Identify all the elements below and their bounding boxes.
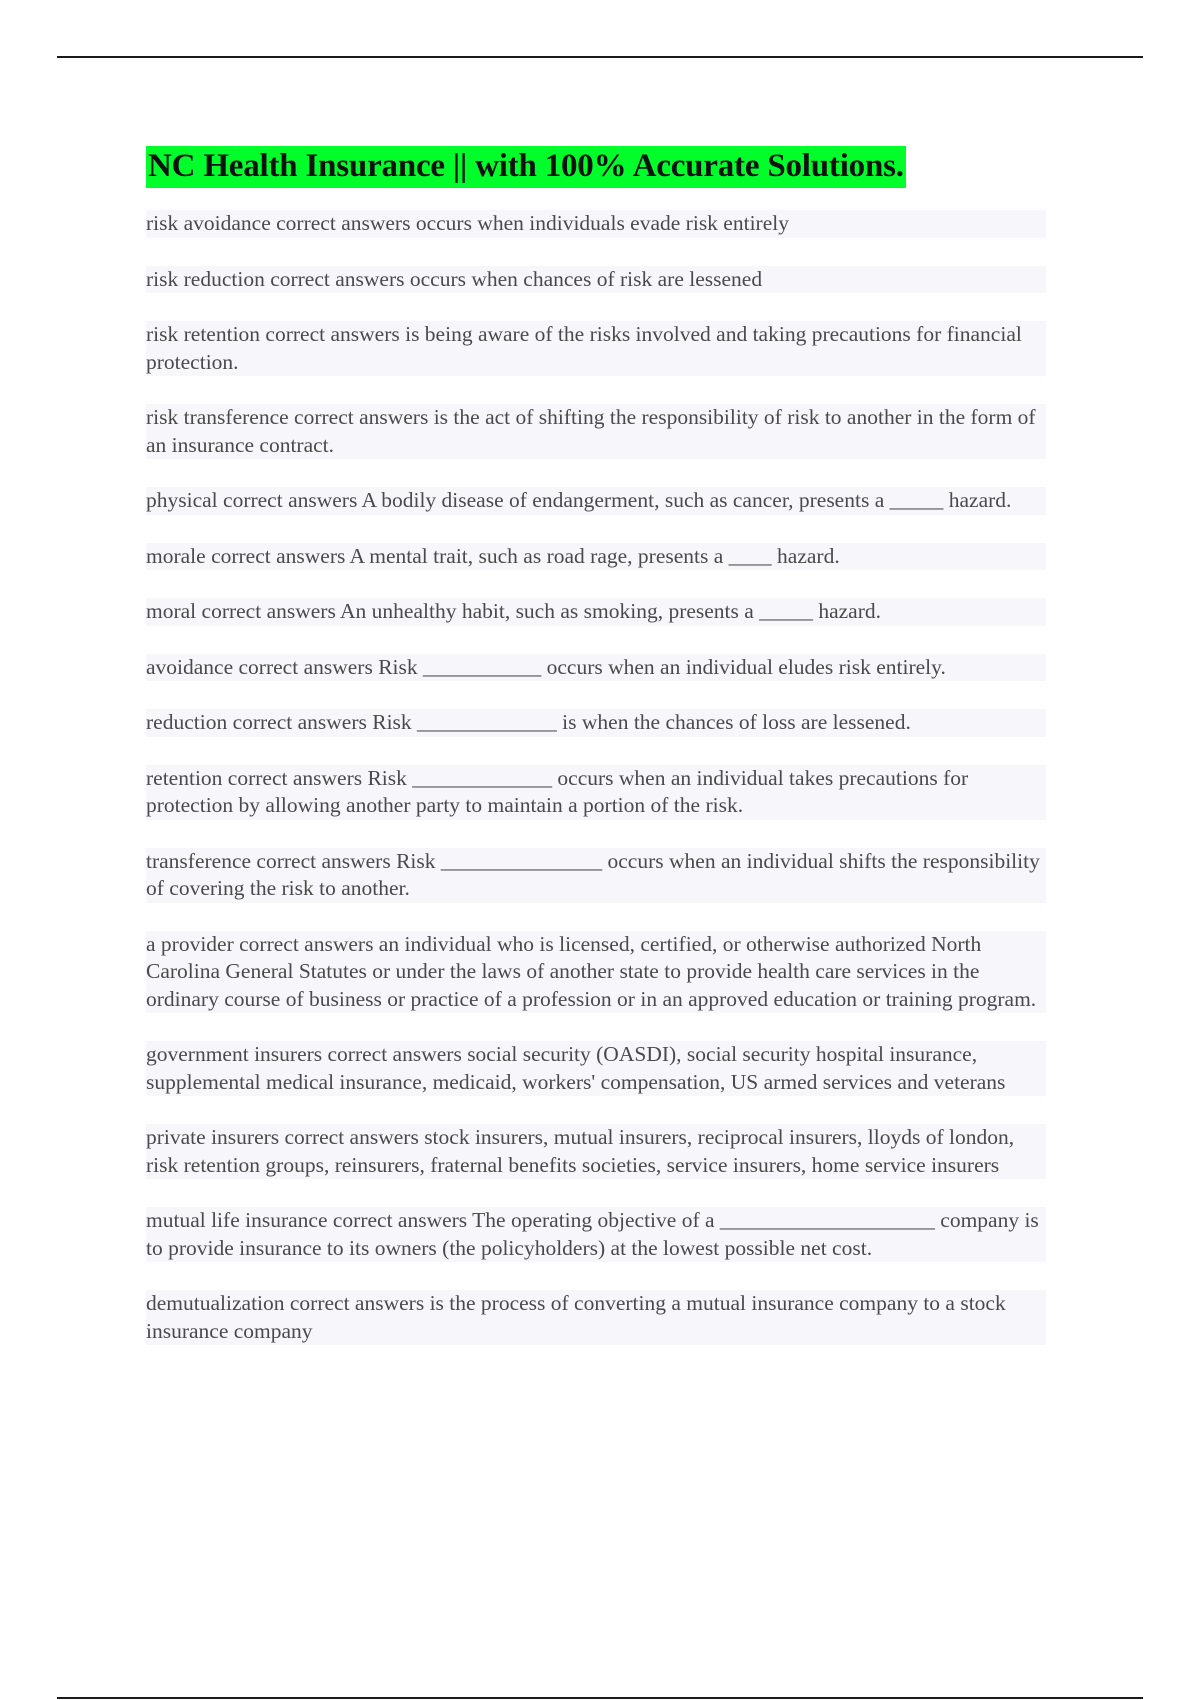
- qa-entry: moral correct answers An unhealthy habit, such as smoking, presents a _____ hazard.: [146, 598, 1046, 626]
- qa-entry: risk retention correct answers is being aware of the risks involved and taking precautions for financial protection.: [146, 321, 1046, 376]
- document-body: [146, 146, 1046, 1373]
- qa-entry: physical correct answers A bodily disease of endangerment, such as cancer, presents a _____ hazard.: [146, 487, 1046, 515]
- qa-entry: demutualization correct answers is the process of converting a mutual insurance company to a stock insurance company: [146, 1290, 1046, 1345]
- qa-entry: risk reduction correct answers occurs when chances of risk are lessened: [146, 266, 1046, 294]
- qa-entry: morale correct answers A mental trait, such as road rage, presents a ____ hazard.: [146, 543, 1046, 571]
- qa-entry: transference correct answers Risk _______________ occurs when an individual shifts the responsibility of covering the risk to another.: [146, 848, 1046, 903]
- qa-entry: a provider correct answers an individual who is licensed, certified, or otherwise authorized North Carolina General Statutes or under the laws of another state to provide health care services in the ordinary course of business or practice of a profession or in an approved education or training program.: [146, 931, 1046, 1014]
- qa-entry: risk avoidance correct answers occurs when individuals evade risk entirely: [146, 210, 1046, 238]
- qa-entry: reduction correct answers Risk _____________ is when the chances of loss are lessened.: [146, 709, 1046, 737]
- qa-entry: retention correct answers Risk _____________ occurs when an individual takes precautions for protection by allowing another party to maintain a portion of the risk.: [146, 765, 1046, 820]
- title-highlight: [146, 146, 906, 188]
- qa-entry: avoidance correct answers Risk ___________ occurs when an individual eludes risk entirely.: [146, 654, 1046, 682]
- qa-entry: government insurers correct answers social security (OASDI), social security hospital insurance, supplemental medical insurance, medicaid, workers' compensation, US armed services and veterans: [146, 1041, 1046, 1096]
- qa-entry: risk transference correct answers is the act of shifting the responsibility of risk to another in the form of an insurance contract.: [146, 404, 1046, 459]
- top-rule: [57, 56, 1143, 58]
- document-title: NC Health Insurance || with 100% Accurate Solutions.: [148, 148, 904, 184]
- qa-entry: private insurers correct answers stock insurers, mutual insurers, reciprocal insurers, lloyds of london, risk retention groups, reinsurers, fraternal benefits societies, service insurers, home service insurers: [146, 1124, 1046, 1179]
- bottom-rule: [57, 1697, 1143, 1699]
- qa-entry: mutual life insurance correct answers The operating objective of a ____________________ company is to provide insurance to its owners (the policyholders) at the lowest possible net cost.: [146, 1207, 1046, 1262]
